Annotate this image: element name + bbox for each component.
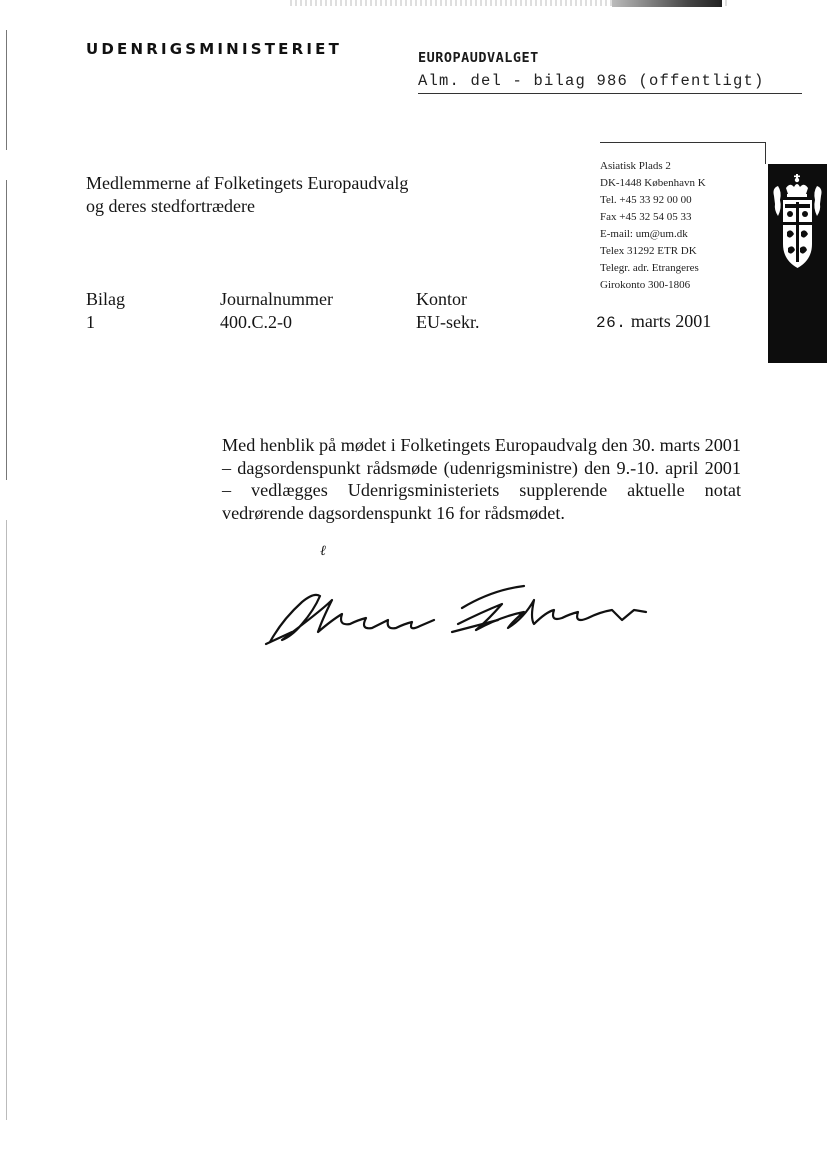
- office-label: Kontor: [416, 289, 467, 309]
- recipient-line-1: Medlemmerne af Folketingets Europaudvalg: [86, 173, 409, 193]
- committee-stamp: EUROPAUDVALGET: [418, 50, 539, 66]
- date-day: 26.: [596, 314, 627, 332]
- address-rule-tick: [765, 142, 766, 164]
- stamp-underline: [418, 93, 802, 94]
- scan-edge-line: [6, 180, 7, 480]
- address-telex: Telex 31292 ETR DK: [600, 245, 697, 257]
- ministry-name: UDENRIGSMINISTERIET: [86, 40, 343, 58]
- handwritten-signature: [262, 580, 662, 660]
- address-block: [600, 158, 706, 294]
- crest-block: [768, 164, 827, 363]
- address-rule: [600, 142, 766, 143]
- body-paragraph: Med henblik på mødet i Folketingets Europaudvalg den 30. marts 2001 – dagsordenspunkt rådsmøde (udenrigsministre) den 9.-10. april 2001 – vedlægges Udenrigsministeriets supplerende aktuelle notat vedrørende dagsordenspunkt 16 for rådsmødet.: [222, 435, 741, 523]
- address-fax: Fax +45 32 54 05 33: [600, 211, 692, 223]
- address-giro: Girokonto 300-1806: [600, 279, 691, 291]
- bilag-value: 1: [86, 312, 95, 332]
- office-value: EU-sekr.: [416, 312, 480, 332]
- stray-mark: ℓ: [320, 544, 326, 559]
- address-city: DK-1448 København K: [600, 177, 706, 189]
- recipient-line-2: og deres stedfortrædere: [86, 196, 255, 216]
- letter-date: [596, 311, 711, 332]
- scan-artifact-top-dark: [612, 0, 722, 7]
- bilag-label: Bilag: [86, 289, 125, 309]
- address-tel: Tel. +45 33 92 00 00: [600, 194, 692, 206]
- date-month-year: marts 2001: [630, 311, 712, 331]
- address-street: Asiatisk Plads 2: [600, 160, 671, 172]
- journal-label: Journalnummer: [220, 289, 333, 309]
- scan-edge-line: [6, 520, 7, 1120]
- reference-stamp: Alm. del - bilag 986 (offentligt): [418, 72, 765, 90]
- address-telegram: Telegr. adr. Etrangeres: [600, 262, 699, 274]
- scan-edge-line: [6, 30, 7, 150]
- address-email: E-mail: um@um.dk: [600, 228, 688, 240]
- royal-crest-icon: [768, 164, 827, 363]
- recipient-block: [86, 172, 408, 218]
- journal-value: 400.C.2-0: [220, 312, 292, 332]
